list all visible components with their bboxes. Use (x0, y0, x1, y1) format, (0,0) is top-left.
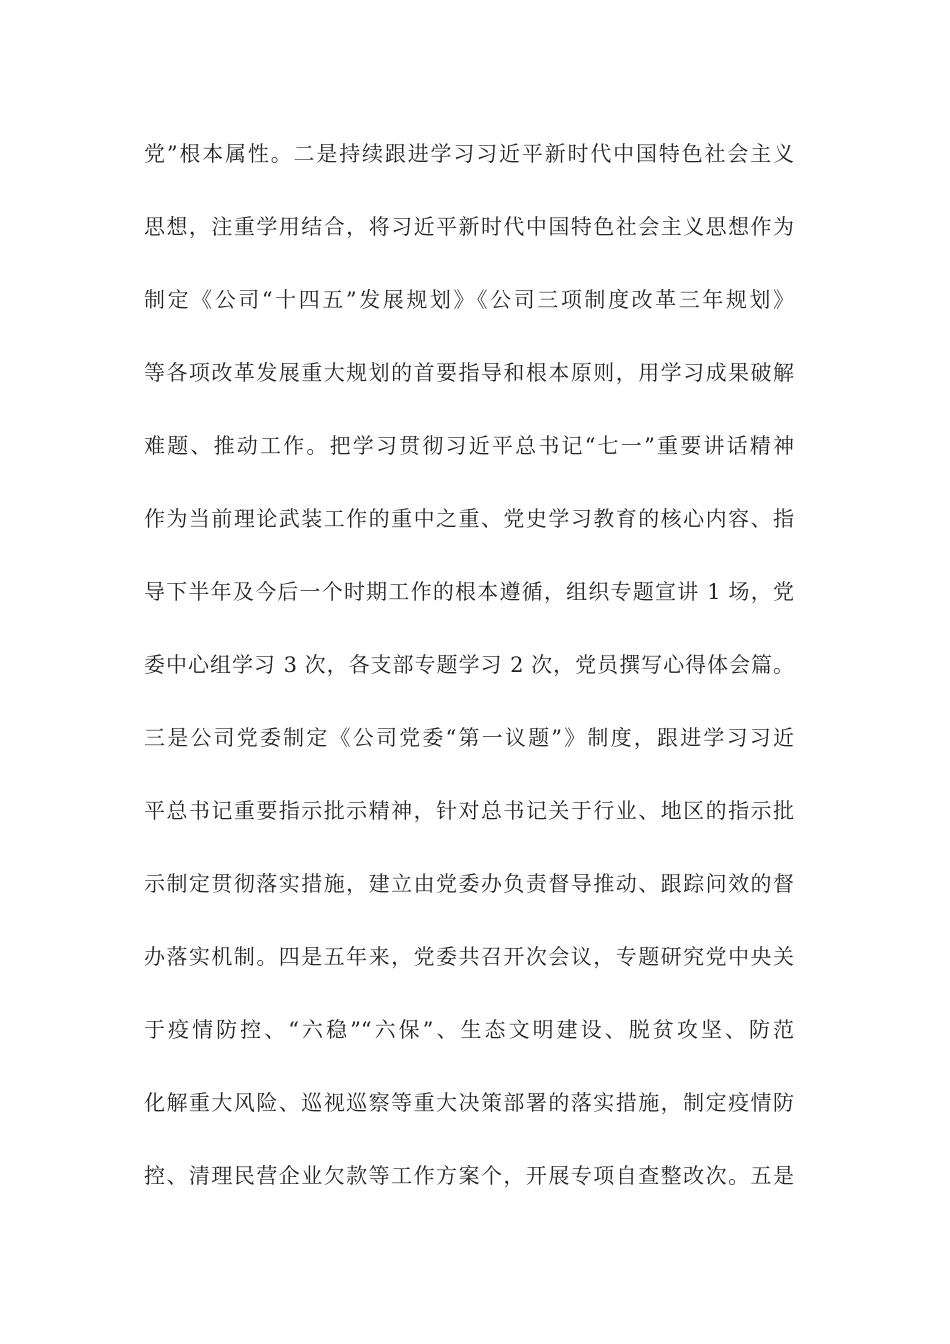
text-line: 制定《公司“十四五”发展规划》《公司三项制度改革三年规划》 (144, 288, 794, 312)
text-line: 等各项改革发展重大规划的首要指导和根本原则，用学习成果破解 (144, 361, 794, 385)
text-line: 委中心组学习 3 次，各支部专题学习 2 次，党员撰写心得体会篇。 (144, 653, 794, 677)
text-line: 导下半年及今后一个时期工作的根本遵循，组织专题宣讲 1 场，党 (144, 580, 794, 604)
text-line: 于疫情防控、“六稳”“六保”、生态文明建设、脱贫攻坚、防范 (144, 1018, 794, 1042)
text-line: 党”根本属性。二是持续跟进学习习近平新时代中国特色社会主义 (144, 142, 794, 166)
text-line: 平总书记重要指示批示精神，针对总书记关于行业、地区的指示批 (144, 799, 794, 823)
text-line: 办落实机制。四是五年来，党委共召开次会议，专题研究党中央关 (144, 945, 794, 969)
text-line: 示制定贯彻落实措施，建立由党委办负责督导推动、跟踪问效的督 (144, 872, 794, 896)
text-line: 作为当前理论武装工作的重中之重、党史学习教育的核心内容、指 (144, 507, 794, 531)
text-line: 控、清理民营企业欠款等工作方案个，开展专项自查整改次。五是 (144, 1164, 794, 1188)
text-line: 思想，注重学用结合，将习近平新时代中国特色社会主义思想作为 (144, 215, 794, 239)
text-line: 难题、推动工作。把学习贯彻习近平总书记“七一”重要讲话精神 (144, 434, 794, 458)
text-line: 三是公司党委制定《公司党委“第一议题”》制度，跟进学习习近 (144, 726, 794, 750)
text-line: 化解重大风险、巡视巡察等重大决策部署的落实措施，制定疫情防 (144, 1091, 794, 1115)
